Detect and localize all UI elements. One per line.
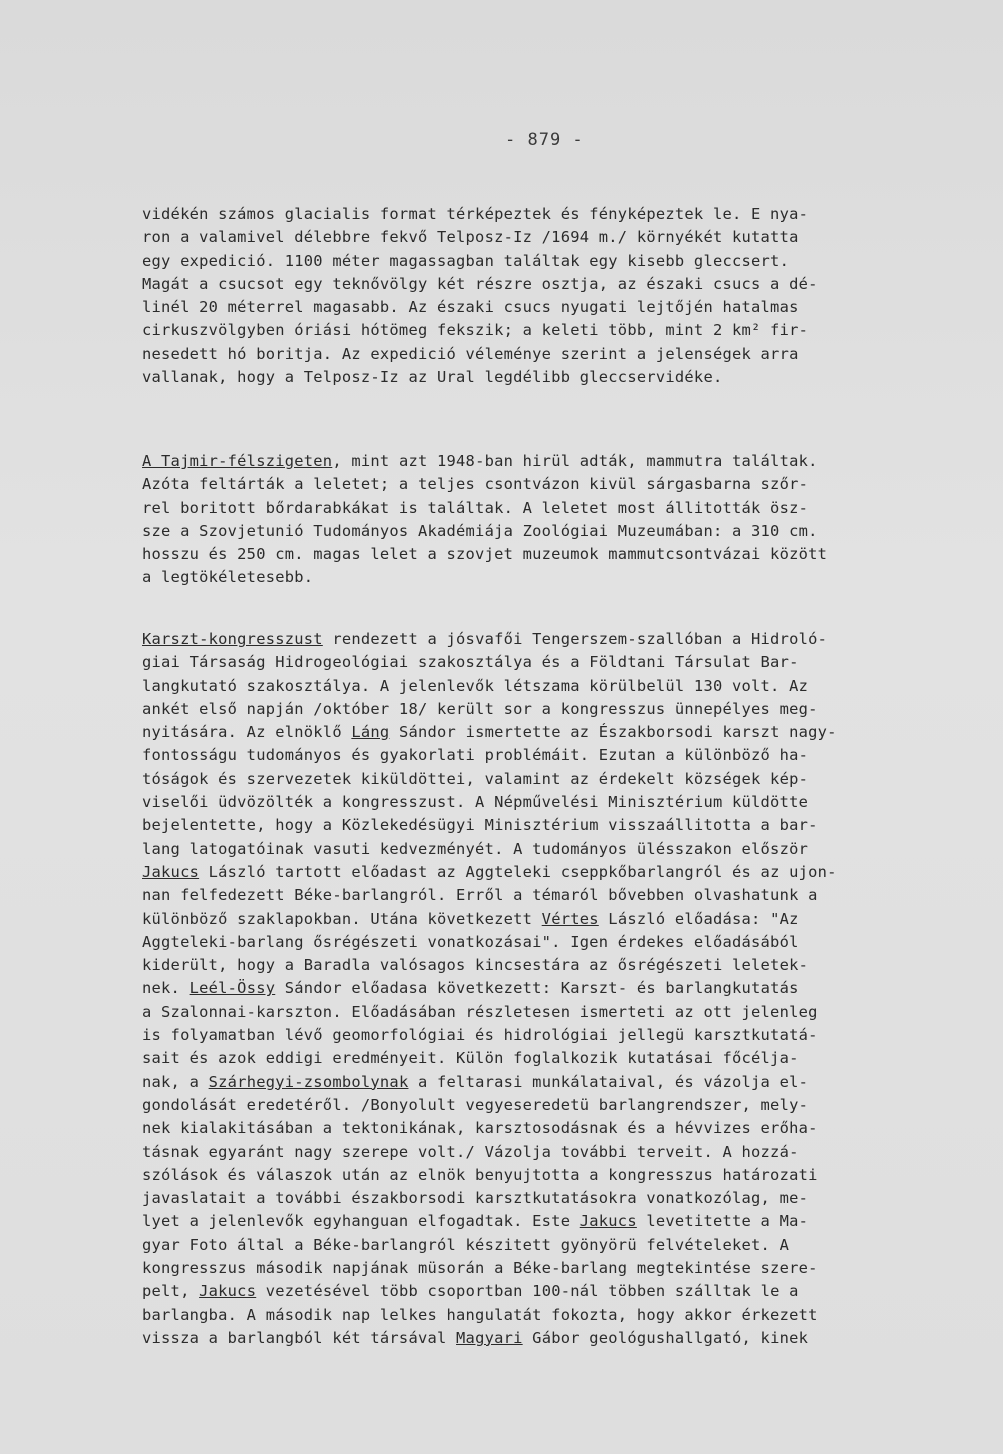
text-line: tásnak egyaránt nagy szerepe volt./ Vázolja további terveit. A hozzá-	[142, 1142, 799, 1161]
text-line: sait és azok eddigi eredményeit. Külön foglalkozik kutatásai főcélja-	[142, 1049, 799, 1068]
text-line: cirkuszvölgyben óriási hótömeg fekszik; a keleti több, mint 2 km² fir-	[142, 321, 809, 340]
text-line: gyar Foto által a Béke-barlangról készitett gyönyörü felvételeket. A	[142, 1235, 790, 1254]
page-number: - 879 -	[505, 130, 584, 150]
text-line: javaslatait a további északborsodi karsztkutatásokra vonatkozólag, me-	[142, 1189, 809, 1208]
text-line: ron a valamivel délebbre fekvő Telposz-Iz /1694 m./ környékét kutatta	[142, 228, 799, 247]
text-line: a legtökéletesebb.	[142, 568, 314, 587]
text-line: giai Társaság Hidrogeológiai szakosztálya és a Földtani Társulat Bar-	[142, 653, 799, 672]
paragraph-karst-congress	[142, 628, 922, 1350]
text-line: A Tajmir-félszigeten, mint azt 1948-ban hirül adták, mammutra találtak.	[142, 452, 818, 470]
text-line: Jakucs László tartott előadast az Aggteleki cseppkőbarlangról és az ujon-	[142, 862, 837, 881]
text-line: linél 20 méterrel magasabb. Az északi csucs nyugati lejtőjén hatalmas	[142, 298, 799, 317]
text-line: Karszt-kongresszust rendezett a jósvafői Tengerszem-szallóban a Hidroló-	[142, 630, 828, 648]
text-line: szólások és válaszok után az elnök benyujtotta a kongresszus határozati	[142, 1165, 818, 1184]
text-line: rel boritott bőrdarabkákat is találtak. A leletet most állitották ösz-	[142, 498, 809, 517]
text-line: vallanak, hogy a Telposz-Iz az Ural legdélibb gleccservidéke.	[142, 368, 723, 387]
underlined-name: Jakucs	[199, 1282, 257, 1301]
paragraph-mammoth	[142, 450, 922, 590]
underlined-name: Jakucs	[142, 862, 200, 881]
text-line: nyitására. Az elnöklő Láng Sándor ismertette az Északborsodi karszt nagy-	[142, 723, 837, 742]
text-line: Azóta feltárták a leletet; a teljes csontvázon kivül sárgasbarna szőr-	[142, 475, 809, 494]
text-line: gondolását eredetéről. /Bonyolult vegyeseredetü barlangrendszer, mely-	[142, 1095, 809, 1114]
underlined-name: Szárhegyi-zsombolynak	[208, 1072, 409, 1091]
text-line: barlangba. A második nap lelkes hangulatát fokozta, hogy akkor érkezett	[142, 1305, 818, 1324]
text-line: különböző szaklapokban. Utána következett Vértes László előadása: "Az	[142, 909, 799, 928]
text-line: tóságok és szervezetek kiküldöttei, valamint az érdekelt községek kép-	[142, 769, 809, 788]
underlined-name: Karszt-kongresszust	[142, 630, 323, 648]
text-line: bejelentette, hogy a Közlekedésügyi Minisztérium visszaállitotta a bar-	[142, 816, 818, 835]
underlined-name: Leél-Össy	[189, 979, 276, 998]
text-line: vidékén számos glacialis format térképeztek és fényképeztek le. E nya-	[142, 205, 809, 223]
text-line: nak, a Szárhegyi-zsombolynak a feltarasi munkálataival, és vázolja el-	[142, 1072, 809, 1091]
text-line: nesedett hó boritja. Az expedició véleménye szerint a jelenségek arra	[142, 344, 799, 363]
text-line: kiderült, hogy a Baradla valósagos kincsestára az ősrégészeti leletek-	[142, 956, 809, 975]
text-line: vissza a barlangból két társával Magyari Gábor geológushallgató, kinek	[142, 1328, 809, 1347]
text-line: viselői üdvözölték a kongresszust. A Népművelési Minisztérium küldötte	[142, 793, 809, 812]
text-line: nek. Leél-Össy Sándor előadasa következett: Karszt- és barlangkutatás	[142, 979, 799, 998]
underlined-name: Láng	[351, 723, 390, 742]
underlined-name: A Tajmir-félszigeten	[142, 452, 333, 470]
text-line: sze a Szovjetunió Tudományos Akadémiája Zoológiai Muzeumában: a 310 cm.	[142, 521, 818, 540]
text-line: egy expedició. 1100 méter magassagban találtak egy kisebb gleccsert.	[142, 251, 790, 270]
text-line: hosszu és 250 cm. magas lelet a szovjet muzeumok mammutcsontvázai között	[142, 545, 828, 564]
text-line: pelt, Jakucs vezetésével több csoportban 100-nál többen szálltak le a	[142, 1282, 799, 1301]
paragraph-glacier	[142, 203, 922, 389]
text-line: Aggteleki-barlang ősrégészeti vonatkozásai". Igen érdekes előadásából	[142, 932, 799, 951]
text-line: a Szalonnai-karszton. Előadásában részletesen ismerteti az ott jelenleg	[142, 1002, 818, 1021]
underlined-name: Vértes	[541, 909, 599, 928]
text-line: nek kialakitásában a tektonikának, karsztosodásnak és a hévvizes erőha-	[142, 1119, 818, 1138]
text-line: ankét első napján /október 18/ került sor a kongresszus ünnepélyes meg-	[142, 699, 818, 718]
text-line: fontosságu tudományos és gyakorlati problémáit. Ezutan a különböző ha-	[142, 746, 809, 765]
text-line: lyet a jelenlevők egyhanguan elfogadtak. Este Jakucs levetitette a Ma-	[142, 1212, 809, 1231]
text-line: kongresszus második napjának müsorán a Béke-barlang megtekintése szere-	[142, 1259, 818, 1278]
underlined-name: Magyari	[456, 1328, 523, 1347]
text-line: nan felfedezett Béke-barlangról. Erről a témaról bővebben olvashatunk a	[142, 886, 818, 905]
text-line: langkutató szakosztálya. A jelenlevők létszama körülbelül 130 volt. Az	[142, 676, 809, 695]
text-line: lang latogatóinak vasuti kedvezményét. A tudományos ülésszakon először	[142, 839, 809, 858]
text-line: Magát a csucsot egy teknővölgy két részre osztja, az északi csucs a dé-	[142, 274, 818, 293]
underlined-name: Jakucs	[579, 1212, 637, 1231]
text-line: is folyamatban lévő geomorfológiai és hidrológiai jellegü karsztkutatá-	[142, 1026, 818, 1045]
